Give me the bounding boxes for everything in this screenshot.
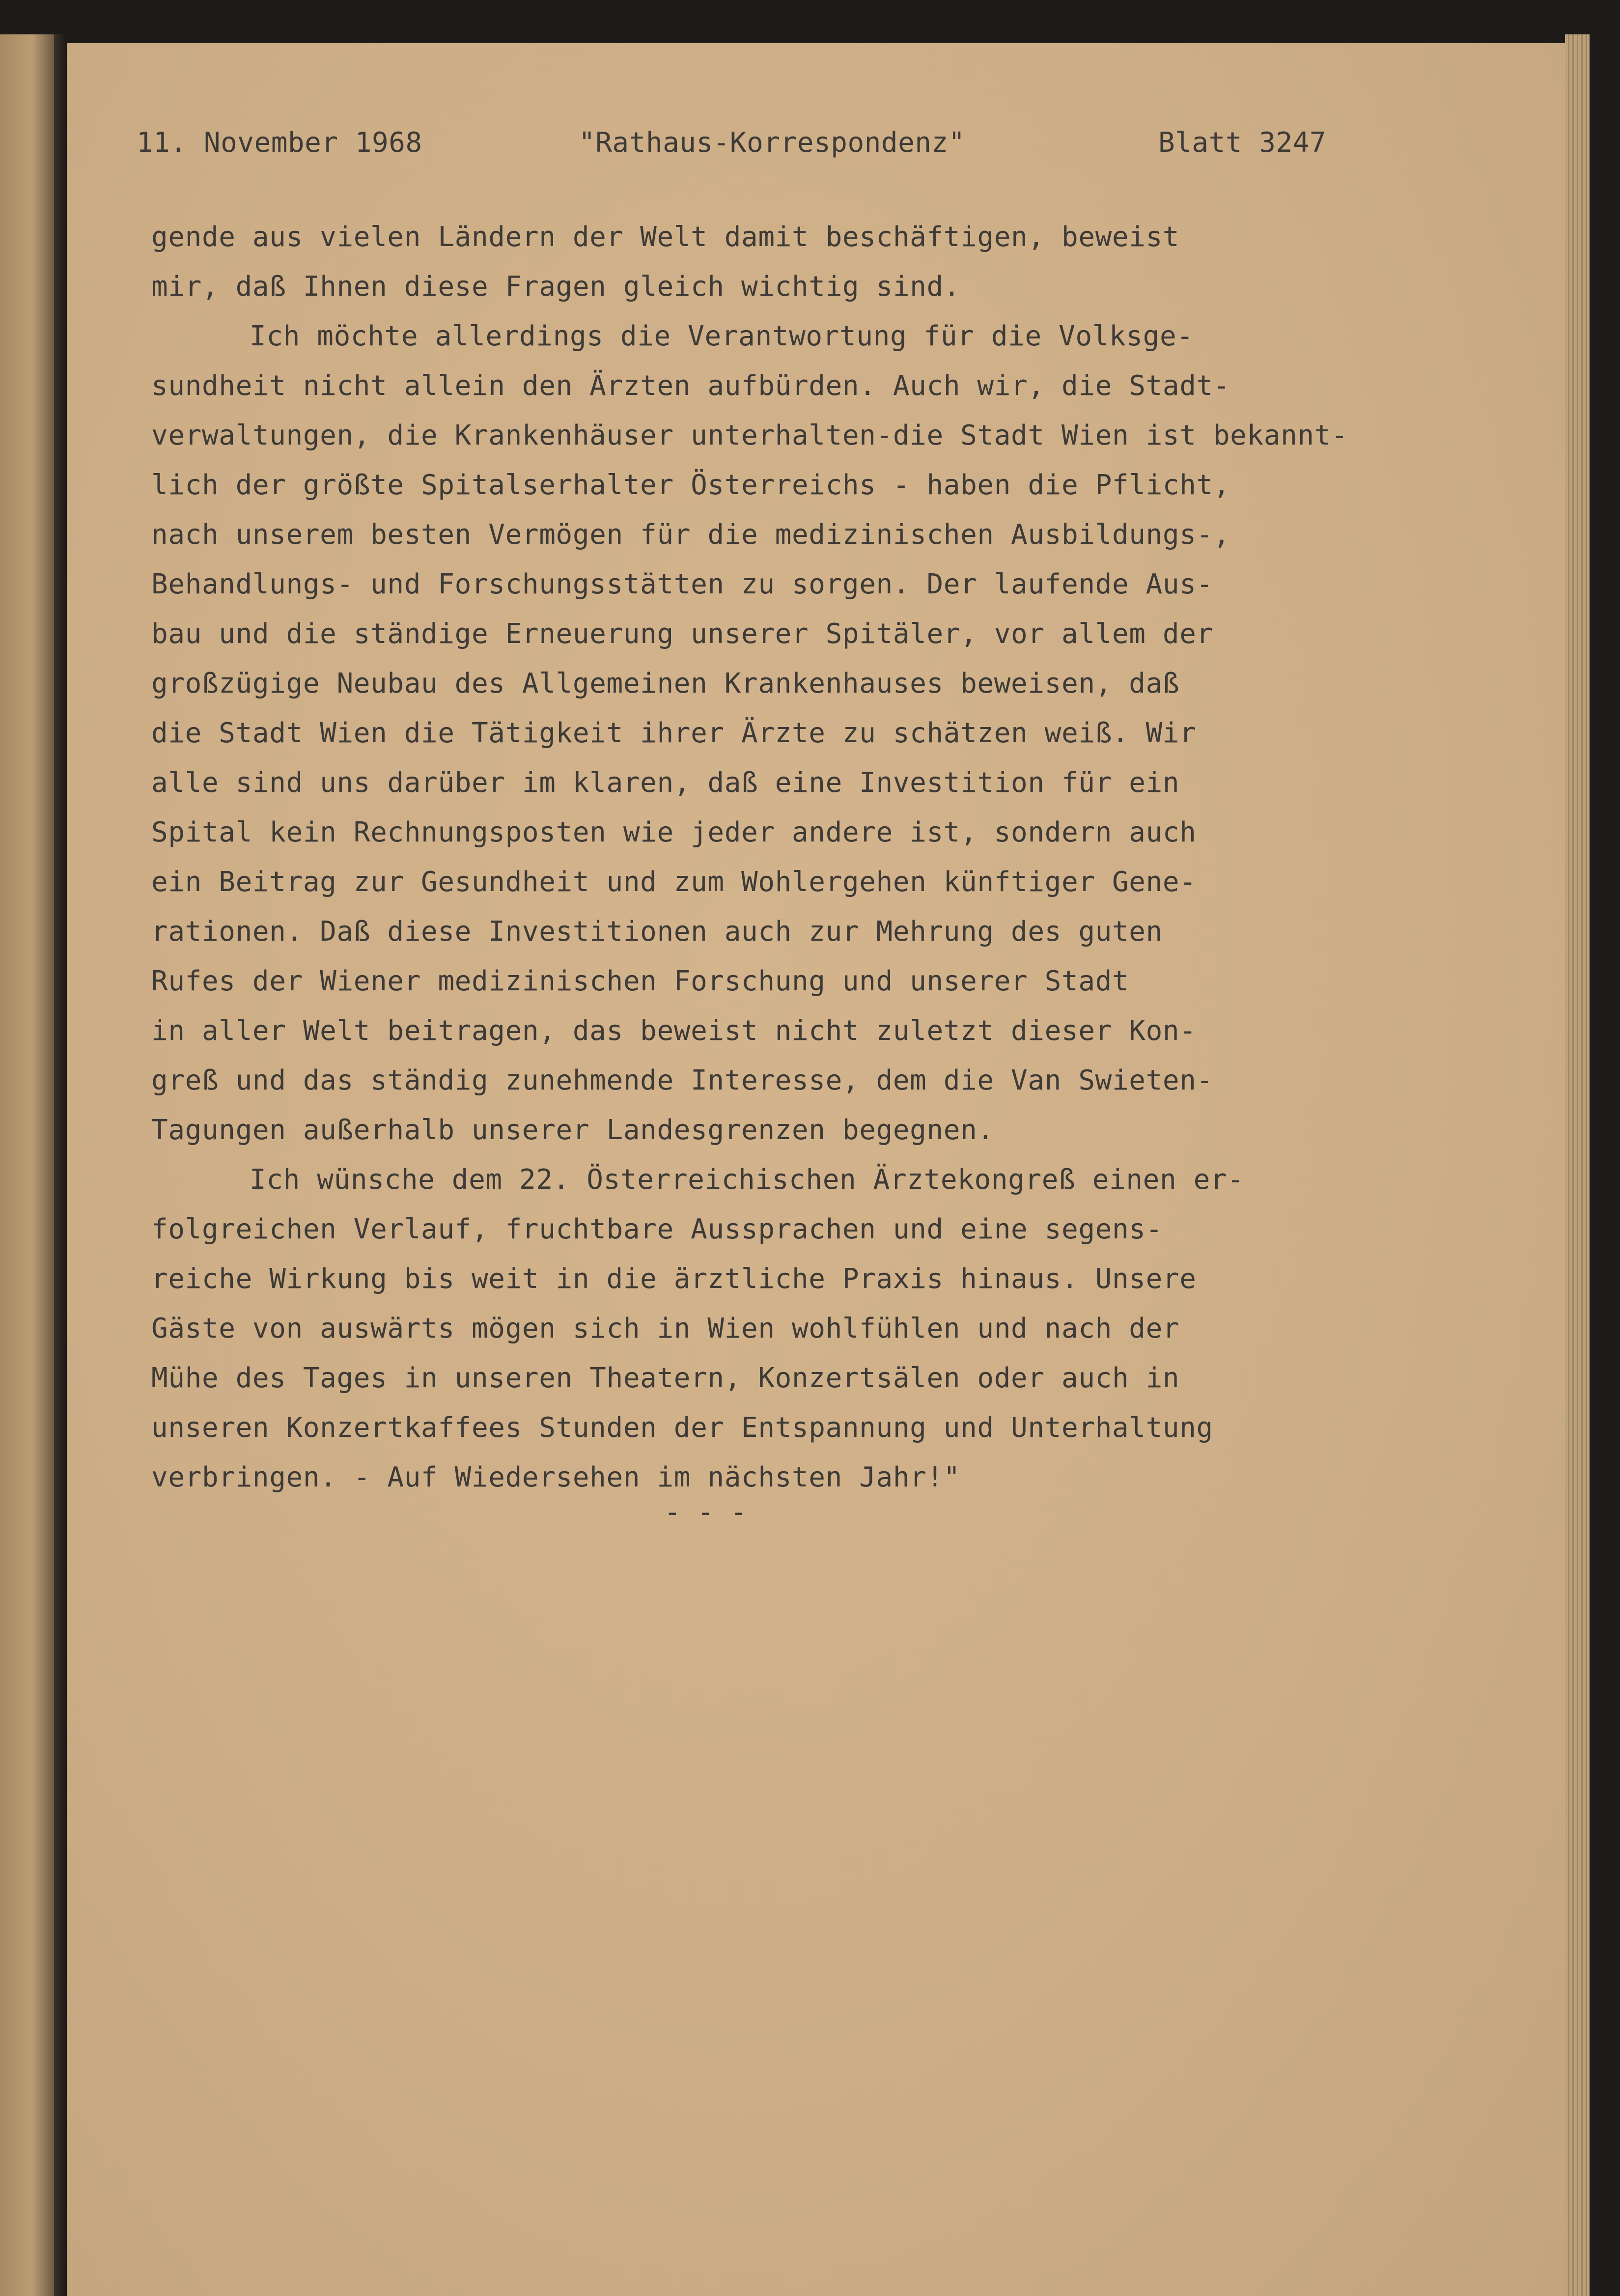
text-line: Ich wünsche dem 22. Österreichischen Ärztekongreß einen er-	[250, 1164, 1244, 1196]
text-line: bau und die ständige Erneuerung unserer Spitäler, vor allem der	[151, 618, 1213, 650]
scan-top-border	[0, 0, 1620, 44]
text-line: Rufes der Wiener medizinischen Forschung und unserer Stadt	[151, 965, 1129, 997]
text-line: Behandlungs- und Forschungsstätten zu sorgen. Der laufende Aus-	[151, 568, 1213, 600]
facing-page-edge	[0, 34, 54, 2296]
text-line: in aller Welt beitragen, das beweist nicht zuletzt dieser Kon-	[151, 1015, 1197, 1047]
text-line: nach unserem besten Vermögen für die medizinischen Ausbildungs-,	[151, 519, 1230, 551]
binding-gutter	[54, 34, 67, 2296]
text-line: sundheit nicht allein den Ärzten aufbürden. Auch wir, die Stadt-	[151, 370, 1230, 402]
text-line: reiche Wirkung bis weit in die ärztliche Praxis hinaus. Unsere	[151, 1263, 1197, 1295]
header-date: 11. November 1968	[137, 127, 422, 159]
text-line: ein Beitrag zur Gesundheit und zum Wohlergehen künftiger Gene-	[151, 866, 1197, 898]
text-line: Tagungen außerhalb unserer Landesgrenzen begegnen.	[151, 1114, 994, 1146]
text-line: folgreichen Verlauf, fruchtbare Aussprachen und eine segens-	[151, 1213, 1163, 1245]
end-of-text-mark: - - -	[664, 1496, 747, 1528]
text-line: die Stadt Wien die Tätigkeit ihrer Ärzte zu schätzen weiß. Wir	[151, 717, 1197, 749]
text-line: Ich möchte allerdings die Verantwortung für die Volksge-	[250, 320, 1194, 352]
text-line: greß und das ständig zunehmende Interesse, dem die Van Swieten-	[151, 1064, 1213, 1096]
body-text	[151, 212, 1566, 1502]
stacked-page-edges	[1565, 34, 1590, 2296]
text-line: gende aus vielen Ländern der Welt damit beschäftigen, beweist	[151, 221, 1180, 253]
header-sheet-number: Blatt 3247	[1158, 127, 1327, 159]
text-line: verbringen. - Auf Wiedersehen im nächsten Jahr!"	[151, 1461, 961, 1493]
text-line: großzügige Neubau des Allgemeinen Krankenhauses beweisen, daß	[151, 668, 1180, 700]
scan-right-border	[1590, 34, 1620, 2296]
text-line: mir, daß Ihnen diese Fragen gleich wichtig sind.	[151, 271, 961, 303]
header-publication: "Rathaus-Korrespondenz"	[579, 127, 965, 159]
text-line: Gäste von auswärts mögen sich in Wien wohlfühlen und nach der	[151, 1313, 1180, 1344]
text-line: Mühe des Tages in unseren Theatern, Konzertsälen oder auch in	[151, 1362, 1180, 1394]
text-line: alle sind uns darüber im klaren, daß eine Investition für ein	[151, 767, 1180, 799]
text-line: lich der größte Spitalserhalter Österreichs - haben die Pflicht,	[151, 469, 1230, 501]
text-line: Spital kein Rechnungsposten wie jeder andere ist, sondern auch	[151, 816, 1197, 848]
text-line: verwaltungen, die Krankenhäuser unterhalten-die Stadt Wien ist bekannt-	[151, 420, 1348, 451]
text-line: unseren Konzertkaffees Stunden der Entspannung und Unterhaltung	[151, 1412, 1213, 1444]
text-line: rationen. Daß diese Investitionen auch zur Mehrung des guten	[151, 916, 1163, 948]
